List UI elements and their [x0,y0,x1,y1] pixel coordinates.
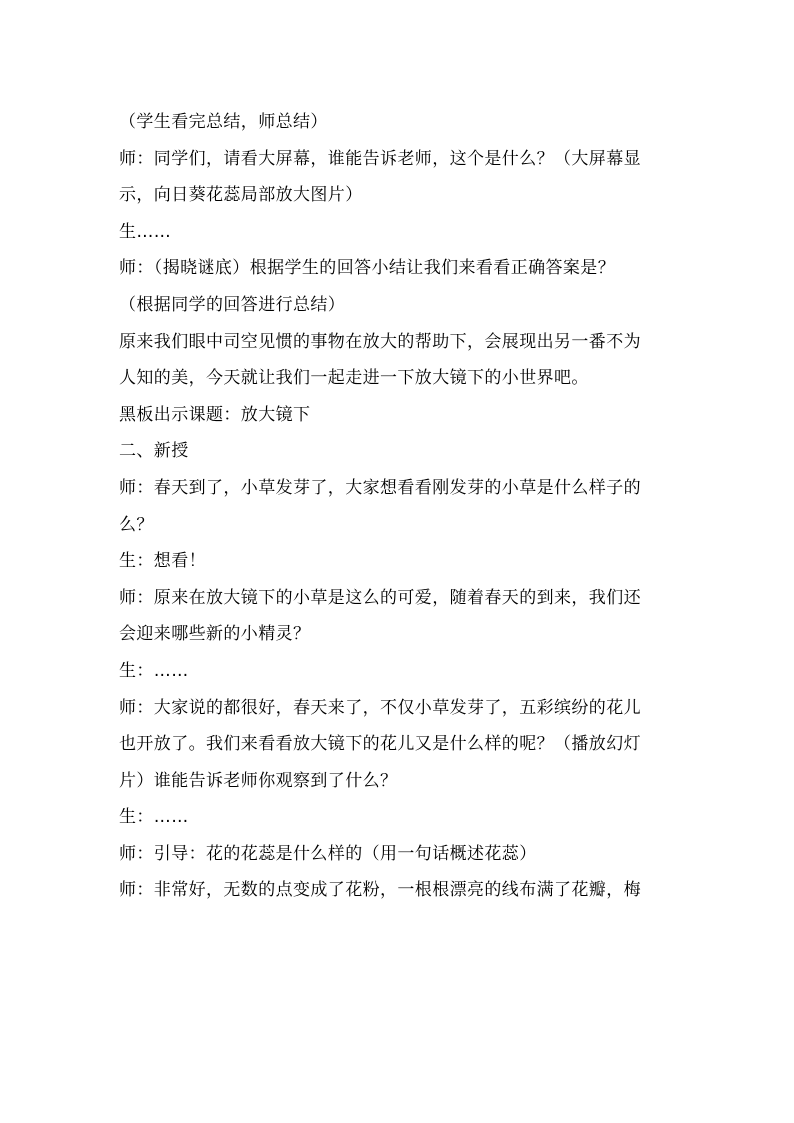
text-line: 生…… [119,221,172,242]
text-line: 人知的美，今天就让我们一起走进一下放大镜下的小世界吧。 [119,368,589,389]
text-line: 原来我们眼中司空见惯的事物在放大的帮助下，会展现出另一番不为 [119,331,641,352]
text-line: 师：原来在放大镜下的小草是这么的可爱，随着春天的到来，我们还 [119,587,641,608]
text-line: 师：春天到了，小草发芽了，大家想看看刚发芽的小草是什么样子的 [119,477,641,498]
text-line: 生：想看！ [119,551,206,572]
text-line: 师：引导：花的花蕊是什么样的（用一句话概述花蕊） [119,843,537,864]
text-line: 么？ [119,514,154,535]
text-line: 示，向日葵花蕊局部放大图片） [119,185,363,206]
text-line: 黑板出示课题：放大镜下 [119,404,311,425]
text-line: 片）谁能告诉老师你观察到了什么？ [119,770,398,791]
text-line: 生：…… [119,807,189,828]
document-body [119,104,679,909]
text-line: 生：…… [119,660,189,681]
text-line: 师：同学们，请看大屏幕，谁能告诉老师，这个是什么？（大屏幕显 [119,148,641,169]
section-heading: 二、新授 [119,441,189,462]
text-line: （学生看完总结，师总结） [119,112,328,132]
text-line: （根据同学的回答进行总结） [119,294,346,315]
text-line: 师：大家说的都很好，春天来了，不仅小草发芽了，五彩缤纷的花儿 [119,697,641,718]
text-line: 也开放了。我们来看看放大镜下的花儿又是什么样的呢？（播放幻灯 [119,734,641,755]
text-line: 师：非常好，无数的点变成了花粉，一根根漂亮的线布满了花瓣，梅 [119,880,641,901]
text-line: 会迎来哪些新的小精灵？ [119,624,311,645]
text-line: 师：（揭晓谜底）根据学生的回答小结让我们来看看正确答案是？ [119,258,616,279]
